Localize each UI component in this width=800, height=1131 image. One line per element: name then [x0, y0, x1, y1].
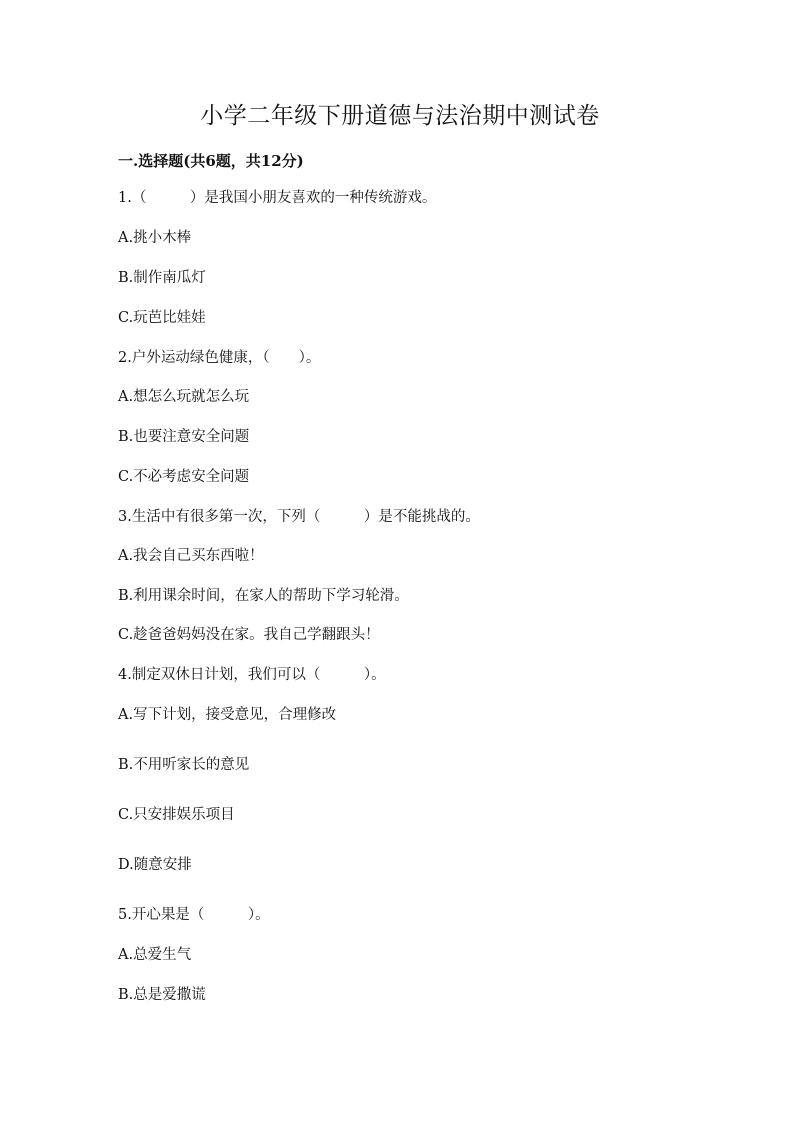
answer-option: A.写下计划，接受意见，合理修改 [118, 707, 337, 723]
answer-option: A.我会自己买东西啦！ [118, 548, 264, 564]
question-stem: 1.（ ）是我国小朋友喜欢的一种传统游戏。 [118, 190, 437, 206]
question-stem: 3.生活中有很多第一次，下列（ ）是不能挑战的。 [118, 509, 480, 525]
answer-option: B.利用课余时间，在家人的帮助下学习轮滑。 [118, 588, 409, 604]
section-heading: 一.选择题(共6题，共12分) [118, 152, 304, 170]
answer-option: B.不用听家长的意见 [118, 757, 250, 773]
answer-option: B.也要注意安全问题 [118, 429, 250, 445]
question-stem: 2.户外运动绿色健康，（ ）。 [118, 350, 321, 366]
question-stem: 5.开心果是（ ）。 [118, 907, 270, 923]
question-stem: 4.制定双休日计划，我们可以（ ）。 [118, 667, 386, 683]
answer-option: C.趁爸爸妈妈没在家。我自己学翻跟头！ [118, 627, 380, 643]
answer-option: C.只安排娱乐项目 [118, 807, 235, 823]
answer-option: A.挑小木棒 [118, 230, 192, 246]
answer-option: A.想怎么玩就怎么玩 [118, 389, 250, 405]
answer-option: B.制作南瓜灯 [118, 270, 206, 286]
answer-option: B.总是爱撒谎 [118, 987, 206, 1003]
answer-option: A.总爱生气 [118, 947, 192, 963]
answer-option: D.随意安排 [118, 857, 192, 873]
answer-option: C.不必考虑安全问题 [118, 469, 250, 485]
page-title: 小学二年级下册道德与法治期中测试卷 [200, 103, 600, 129]
answer-option: C.玩芭比娃娃 [118, 310, 206, 326]
